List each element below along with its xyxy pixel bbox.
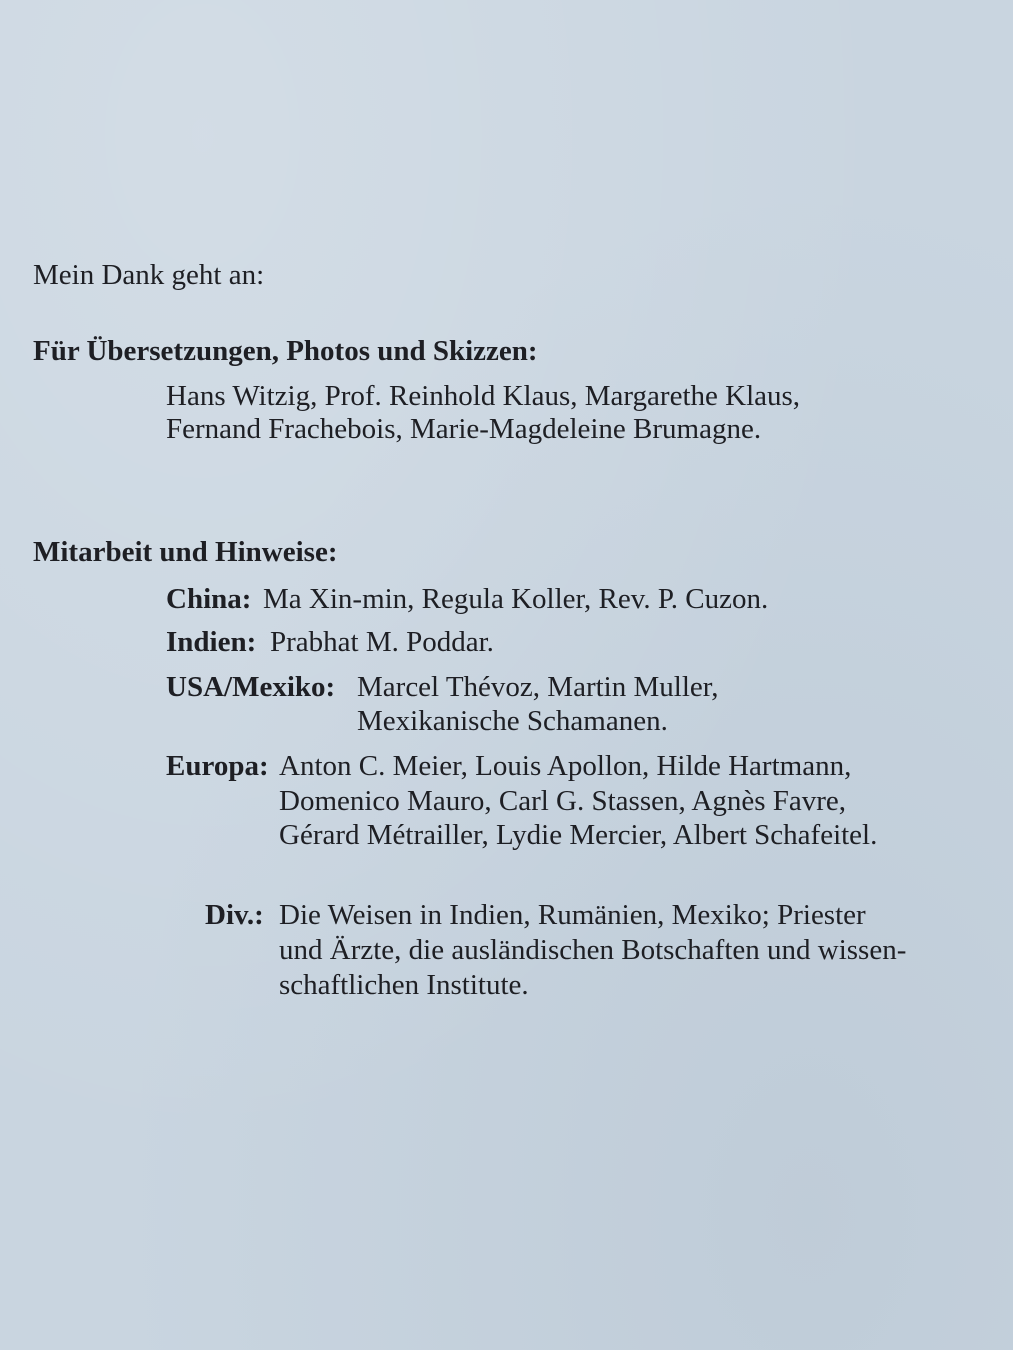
entry-text-indien-1: Prabhat M. Poddar.	[270, 626, 494, 658]
intro-text: Mein Dank geht an:	[33, 259, 265, 291]
entry-text-div-3: schaftlichen Institute.	[279, 969, 529, 1001]
entry-label-div: Div.:	[205, 899, 264, 931]
entry-label-indien: Indien:	[166, 626, 257, 658]
entry-label-usa-mexiko: USA/Mexiko:	[166, 671, 336, 703]
entry-text-usa-mexiko-1: Marcel Thévoz, Martin Muller,	[357, 671, 719, 703]
section-heading-collaboration: Mitarbeit und Hinweise:	[33, 536, 338, 568]
entry-text-europa-2: Domenico Mauro, Carl G. Stassen, Agnès Favre,	[279, 785, 847, 817]
translations-line-1: Hans Witzig, Prof. Reinhold Klaus, Margarethe Klaus,	[166, 380, 801, 412]
entry-text-china-1: Ma Xin-min, Regula Koller, Rev. P. Cuzon.	[263, 583, 769, 615]
entry-text-europa-3: Gérard Métrailler, Lydie Mercier, Albert Schafeitel.	[279, 819, 878, 851]
entry-text-div-1: Die Weisen in Indien, Rumänien, Mexiko; Priester	[279, 899, 866, 931]
entry-label-china: China:	[166, 583, 252, 615]
entry-text-europa-1: Anton C. Meier, Louis Apollon, Hilde Hartmann,	[279, 750, 852, 782]
entry-text-div-2: und Ärzte, die ausländischen Botschaften und wissen-	[279, 934, 907, 966]
entry-label-europa: Europa:	[166, 750, 269, 782]
translations-line-2: Fernand Frachebois, Marie-Magdeleine Brumagne.	[166, 413, 762, 445]
section-heading-translations: Für Übersetzungen, Photos und Skizzen:	[33, 335, 538, 367]
entry-text-usa-mexiko-2: Mexikanische Schamanen.	[357, 705, 668, 737]
